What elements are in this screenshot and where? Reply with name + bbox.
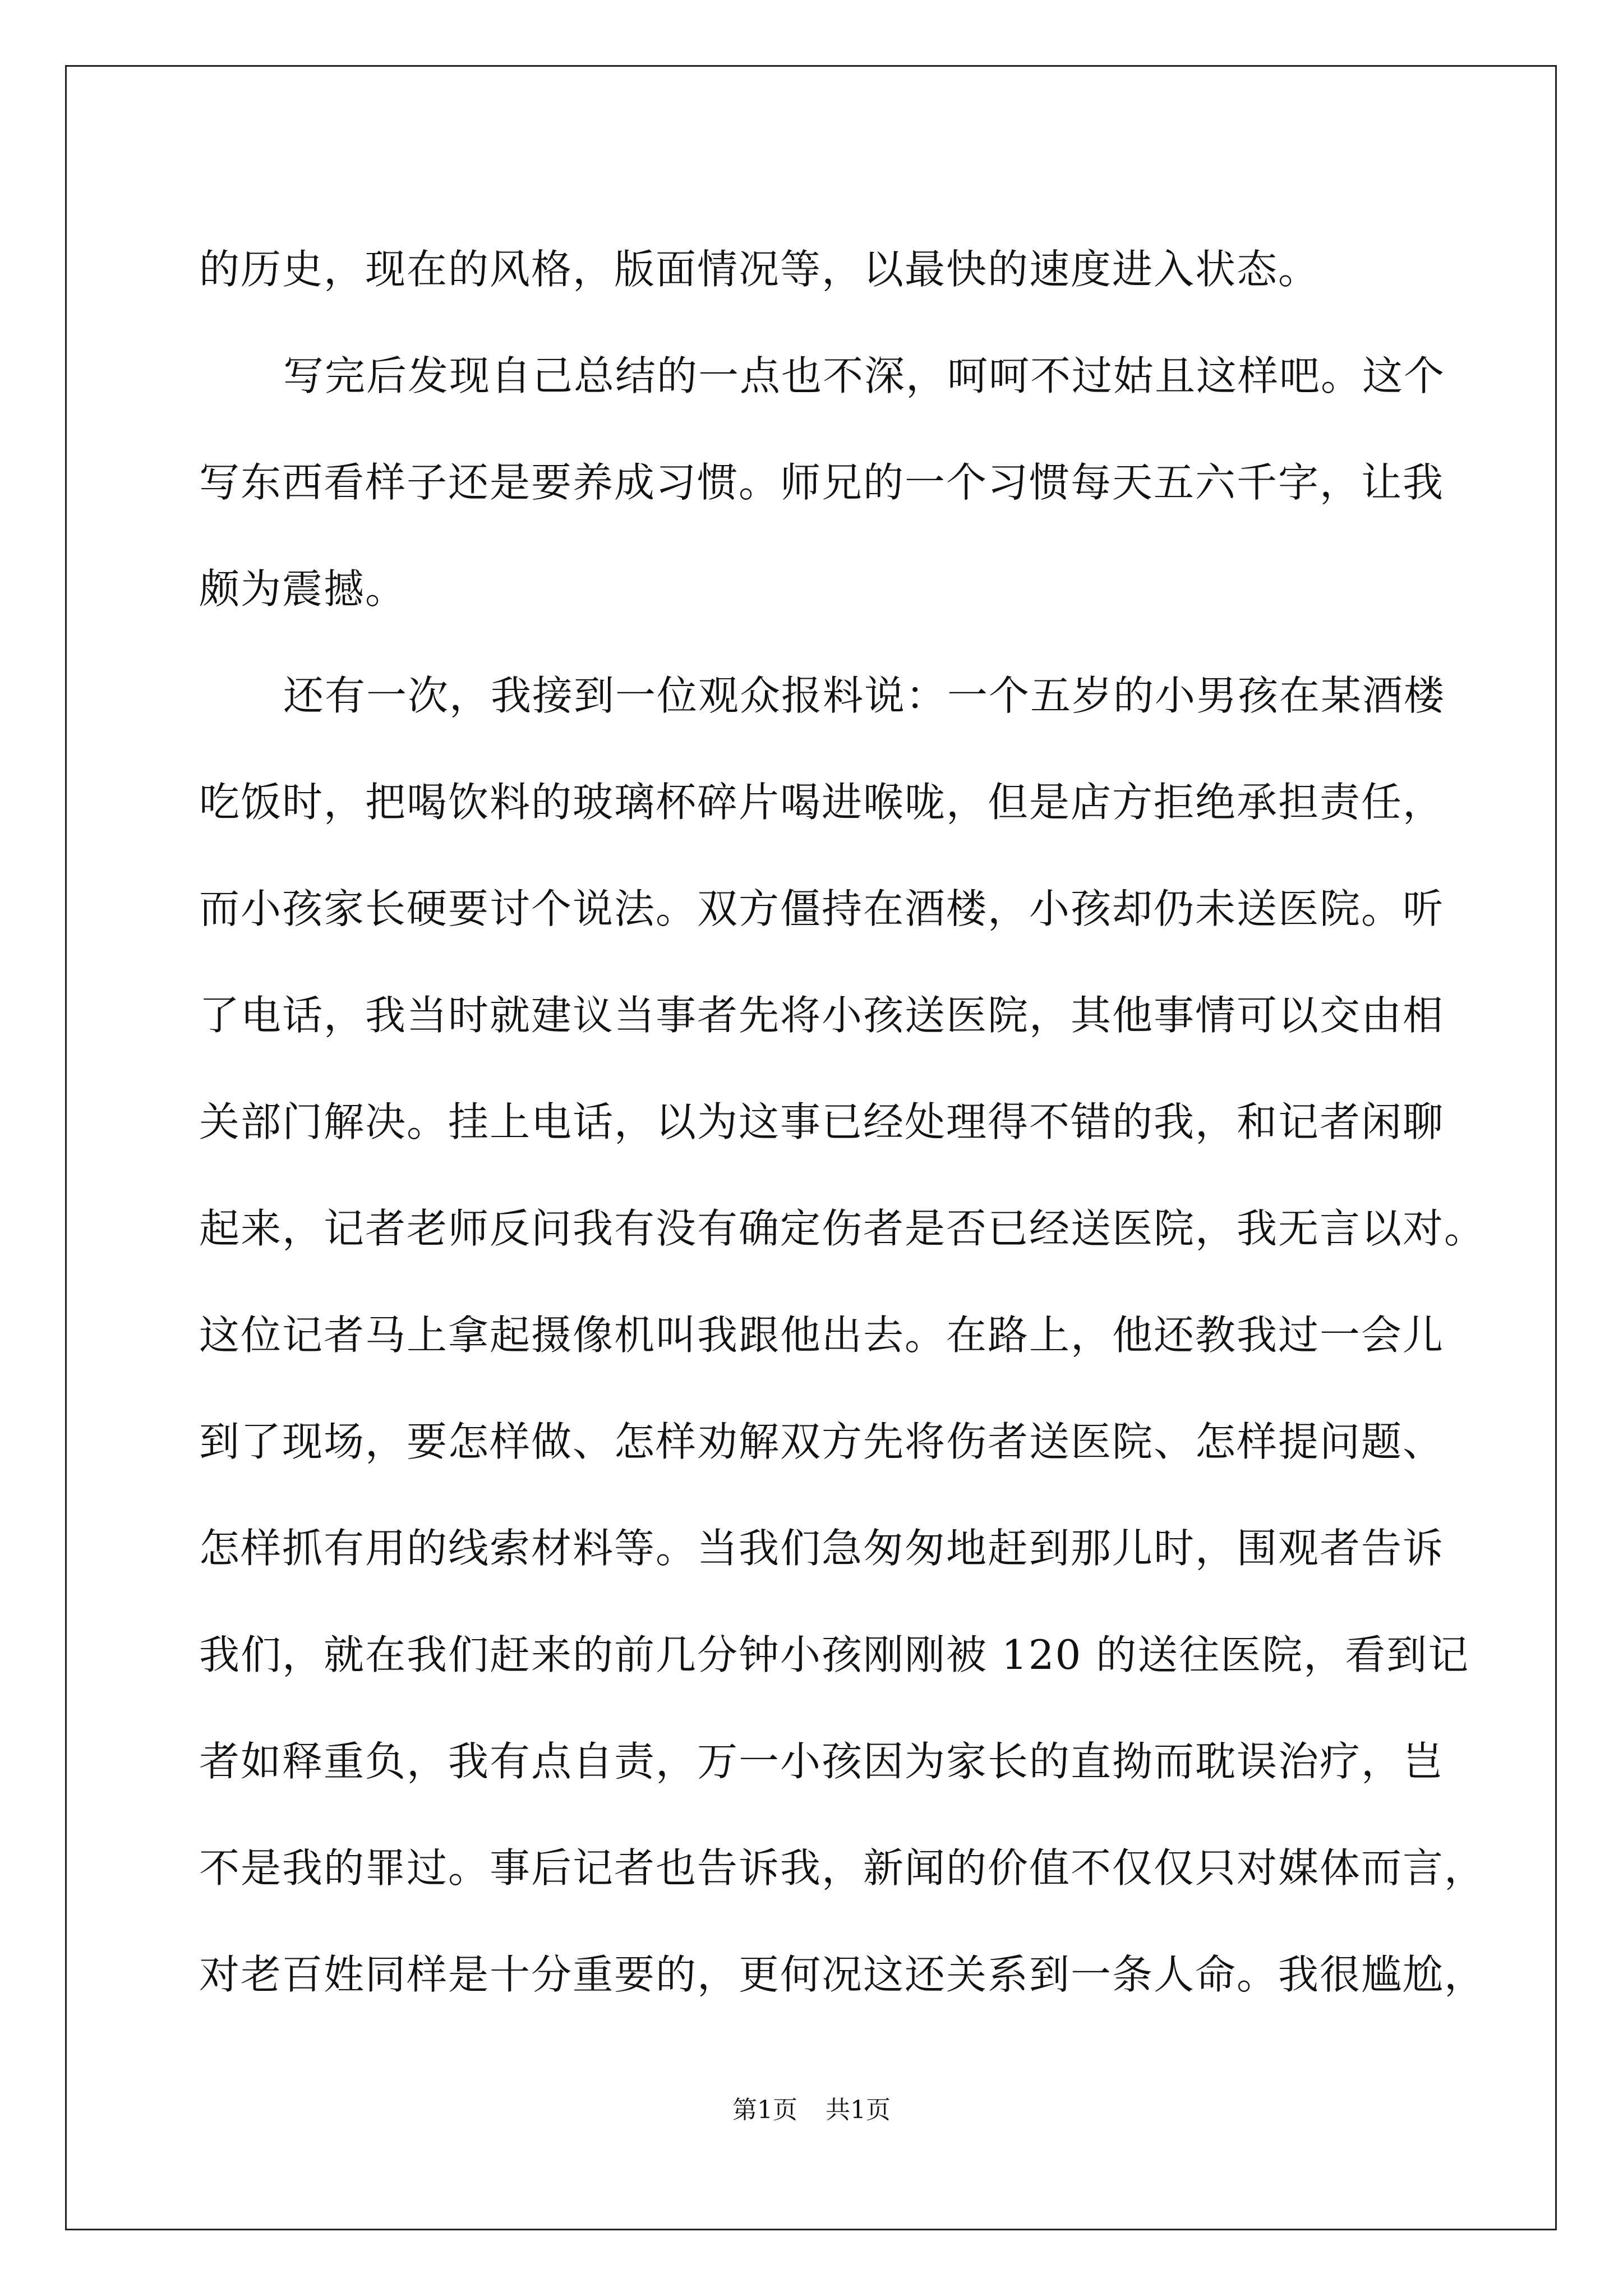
text-line: 关部门解决。挂上电话，以为这事已经处理得不错的我，和记者闲聊 [199,1098,1445,1145]
text-line: 了电话，我当时就建议当事者先将小孩送医院，其他事情可以交由相 [199,992,1445,1039]
text-line: 到了现场，要怎样做、怎样劝解双方先将伤者送医院、怎样提问题、 [199,1418,1445,1465]
text-line: 怎样抓有用的线索材料等。当我们急匆匆地赶到那儿时，围观者告诉 [199,1525,1445,1572]
text-line: 的历史，现在的风格，版面情况等，以最快的速度进入状态。 [199,246,1320,293]
body-text [199,216,1486,2028]
text-line: 吃饭时，把喝饮料的玻璃杯碎片喝进喉咙，但是店方拒绝承担责任， [199,779,1445,826]
text-line: 而小孩家长硬要讨个说法。双方僵持在酒楼，小孩却仍未送医院。听 [199,885,1445,932]
text-line: 这位记者马上拿起摄像机叫我跟他出去。在路上，他还教我过一会儿 [199,1312,1445,1359]
text-line: 写东西看样子还是要养成习惯。师兄的一个习惯每天五六千字，让我 [199,459,1445,506]
text-line: 写完后发现自己总结的一点也不深，呵呵不过姑且这样吧。这个 [283,352,1446,399]
text-line: 我们，就在我们赶来的前几分钟小孩刚刚被 120 的送往医院，看到记 [199,1631,1470,1678]
page-number-total: 共1页 [826,2096,891,2124]
page-number-current: 第1页 [732,2096,797,2124]
text-line: 还有一次，我接到一位观众报料说：一个五岁的小男孩在某酒楼 [283,672,1446,719]
text-line: 颇为震撼。 [199,565,407,613]
text-line: 者如释重负，我有点自责，万一小孩因为家长的直拗而耽误治疗，岂 [199,1738,1445,1785]
page-footer [0,2090,1623,2125]
text-line: 不是我的罪过。事后记者也告诉我，新闻的价值不仅仅只对媒体而言， [199,1844,1486,1892]
text-line: 起来，记者老师反问我有没有确定伤者是否已经送医院，我无言以对。 [199,1205,1486,1252]
text-line: 对老百姓同样是十分重要的，更何况这还关系到一条人命。我很尴尬， [199,1951,1486,1998]
